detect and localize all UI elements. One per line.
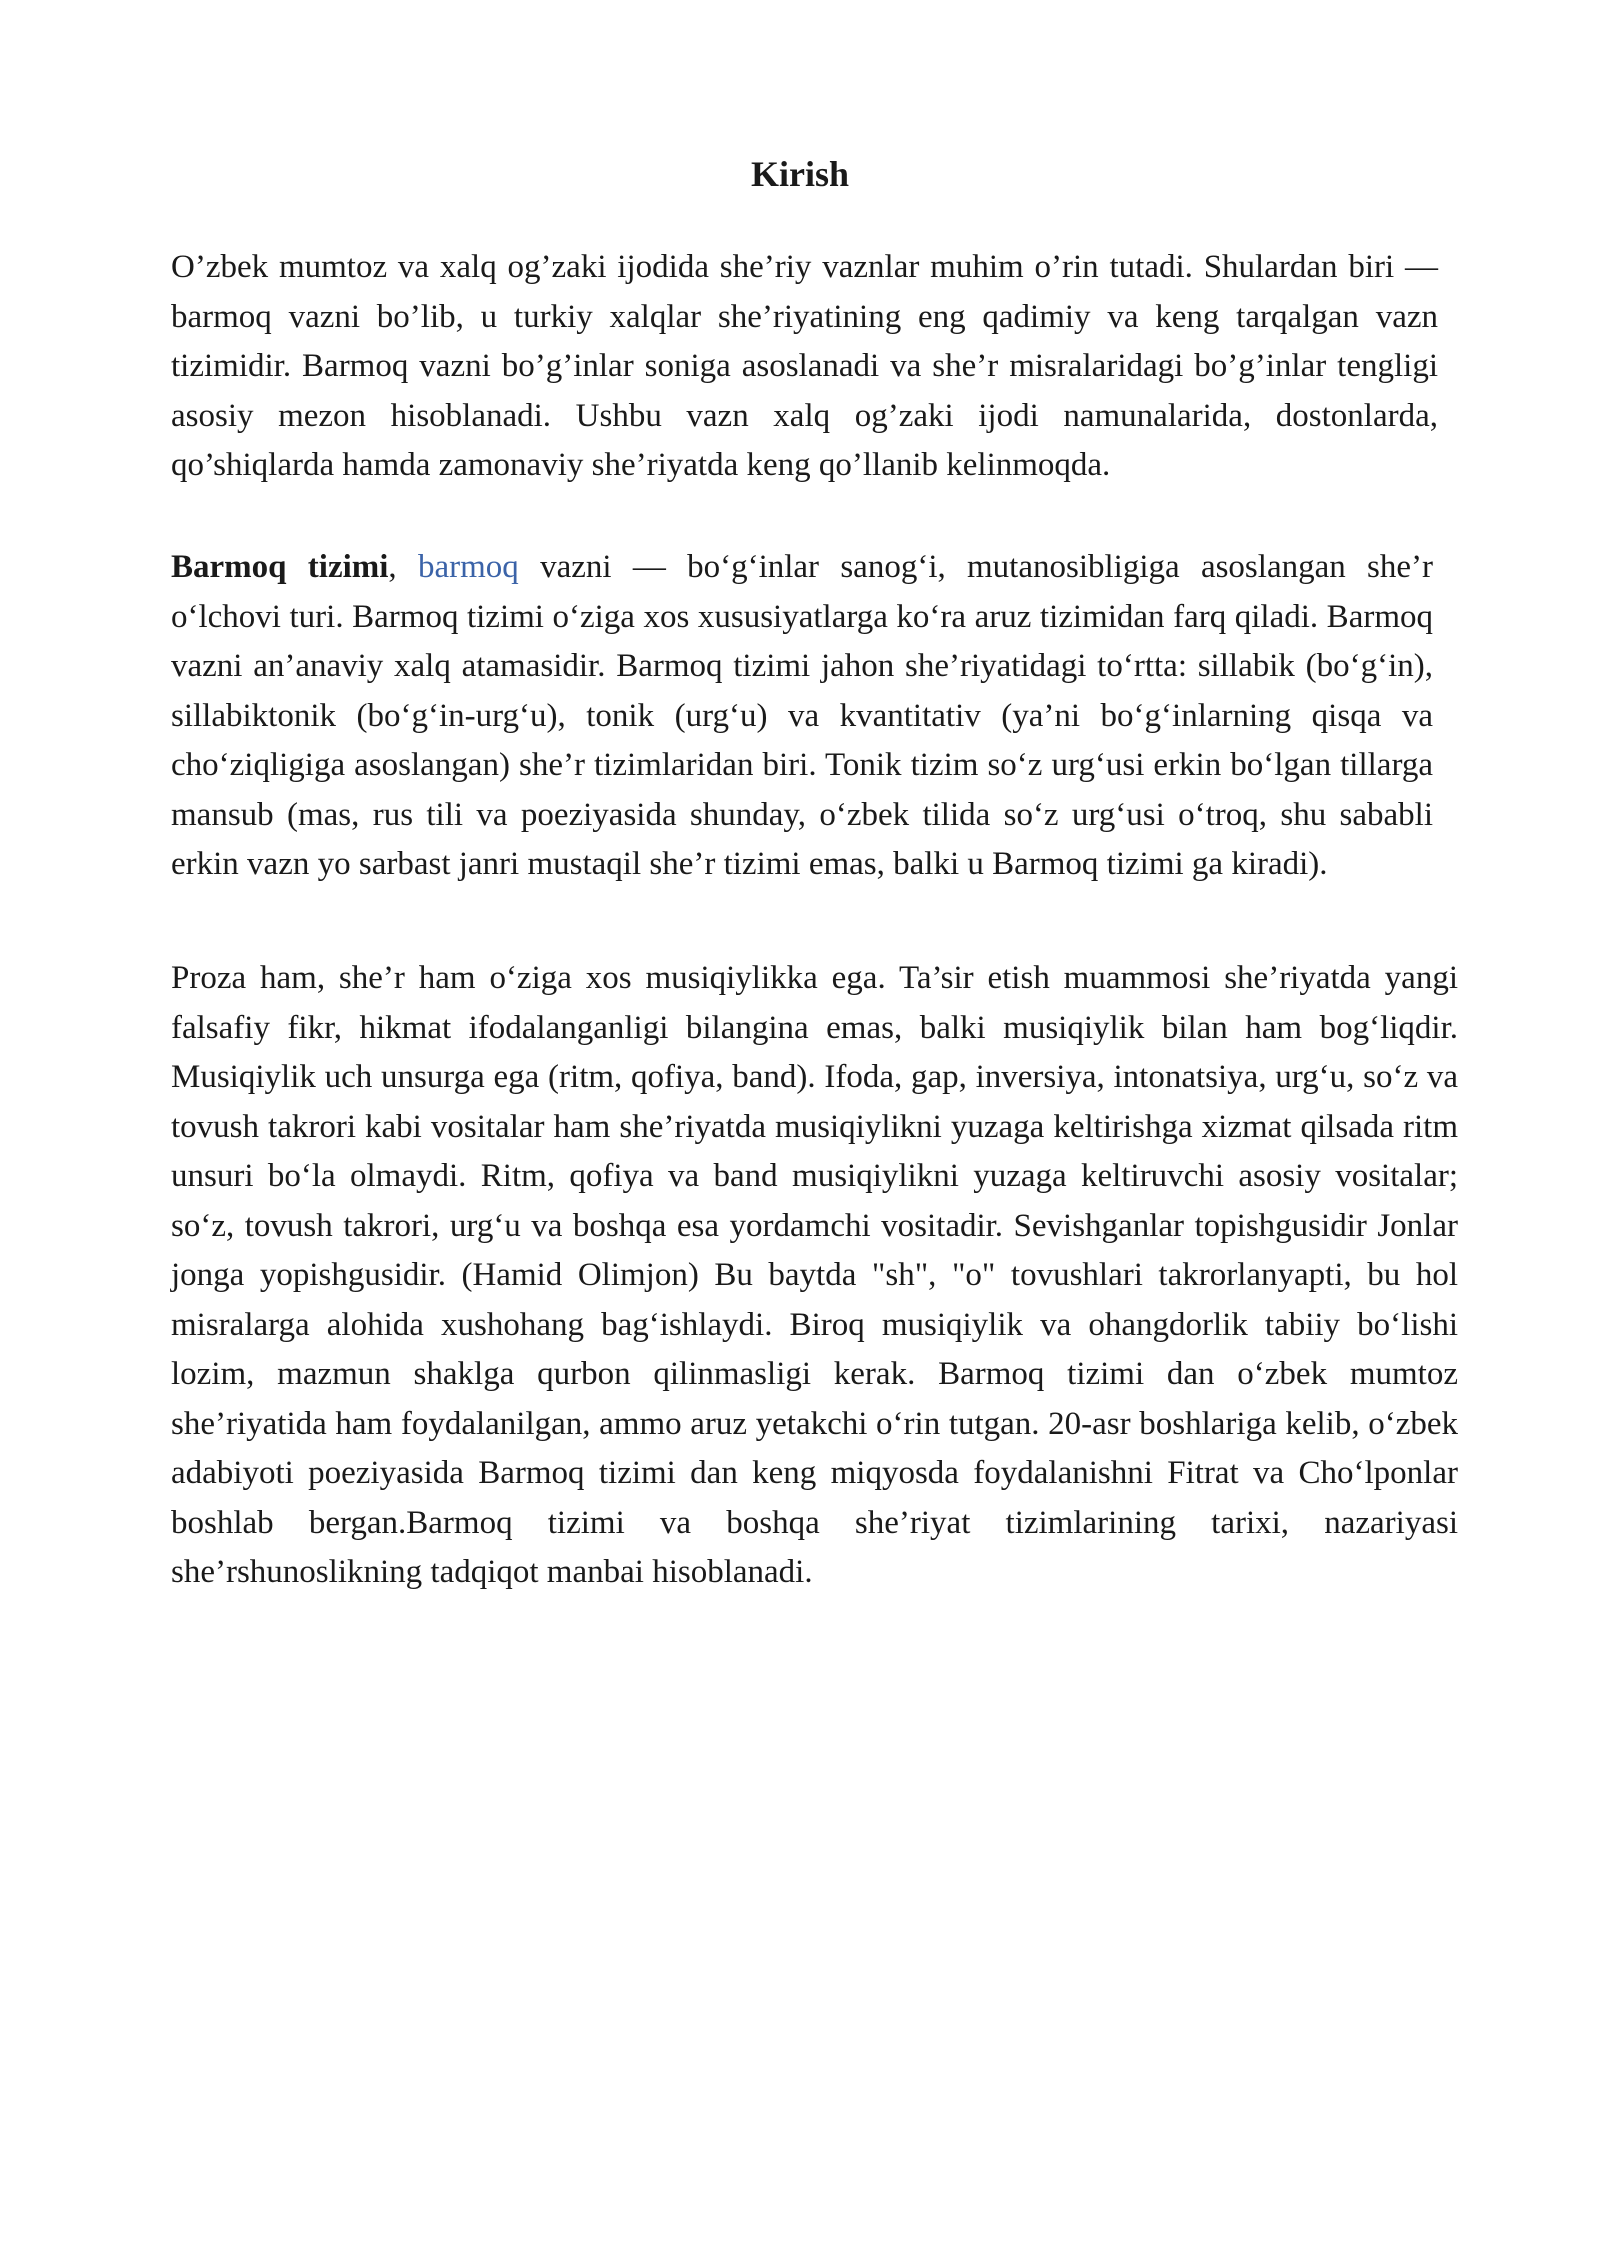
barmoq-link[interactable]: barmoq [417,549,519,585]
page-title: Kirish [750,154,849,194]
paragraph-barmoq-text: vazni — bo‘g‘inlar sanog‘i, mutanosibligiga asoslangan she’r o‘lchovi turi. Barmoq tizimi o‘ziga xos xususiyatlarga ko‘ra aruz tizimidan farq qiladi. Barmoq vazni an’anaviy xalq atamasidir. Barmoq tizimi jahon she’riyatidagi to‘rtta: sillabik (bo‘g‘in), sillabiktonik (bo‘g‘in-urg‘u), tonik (urg‘u) va kvantitativ (ya’ni bo‘g‘inlarning qisqa va cho‘ziqligiga asoslangan) she’r tizimlaridan biri. Tonik tizim so‘z urg‘usi erkin bo‘lgan tillarga mansub (mas, rus tili va poeziyasida shunday, o‘zbek tilida so‘z urg‘usi o‘troq, shu sababli erkin vazn yo sarbast janri mustaqil she’r tizimi emas, balki u Barmoq tizimi ga kiradi). [171,549,1433,882]
paragraph-musicality: Proza ham, she’r ham o‘ziga xos musiqiylikka ega. Ta’sir etish muammosi she’riyatda yangi falsafiy fikr, hikmat ifodalanganligi bilangina emas, balki musiqiylik bilan ham bog‘liqdir. Musiqiylik uch unsurga ega (ritm, qofiya, band). Ifoda, gap, inversiya, intonatsiya, urg‘u, so‘z va tovush takrori kabi vositalar ham she’riyatda musiqiylikni yuzaga keltirishga xizmat qilsada ritm unsuri bo‘la olmaydi. Ritm, qofiya va band musiqiylikni yuzaga keltiruvchi asosiy vositalar; so‘z, tovush takrori, urg‘u va boshqa esa yordamchi vositadir. Sevishganlar topishgusidir Jonlar jonga yopishgusidir. (Hamid Olimjon) Bu baytda "sh", "o" tovushlari takrorlanyapti, bu hol misralarga alohida xushohang bag‘ishlaydi. Biroq musiqiylik va ohangdorlik tabiiy bo‘lishi lozim, mazmun shaklga qurbon qilinmasligi kerak. Barmoq tizimi dan o‘zbek mumtoz she’riyatida ham foydalanilgan, ammo aruz yetakchi o‘rin tutgan. 20-asr boshlariga kelib, o‘zbek adabiyoti poeziyasida Barmoq tizimi dan keng miqyosda foydalanishni Fitrat va Cho‘lponlar boshlab bergan.Barmoq tizimi va boshqa she’riyat tizimlarining tarixi, nazariyasi she’rshunoslikning tadqiqot manbai hisoblanadi. [171,960,1458,1590]
paragraph-barmoq-system [171,543,1433,890]
paragraph-intro: O’zbek mumtoz va xalq og’zaki ijodida she’riy vaznlar muhim o’rin tutadi. Shulardan biri — barmoq vazni bo’lib, u turkiy xalqlar she’riyatining eng qadimiy va keng tarqalgan vazn tizimidir. Barmoq vazni bo’g’inlar soniga asoslanadi va she’r misralaridagi bo’g’inlar tengligi asosiy mezon hisoblanadi. Ushbu vazn xalq og’zaki ijodi namunalarida, dostonlarda, qo’shiqlarda hamda zamonaviy she’riyatda keng qo’llanib kelinmoqda. [171,249,1438,483]
bold-term: Barmoq tizimi [171,549,389,585]
comma-separator: , [388,549,418,585]
